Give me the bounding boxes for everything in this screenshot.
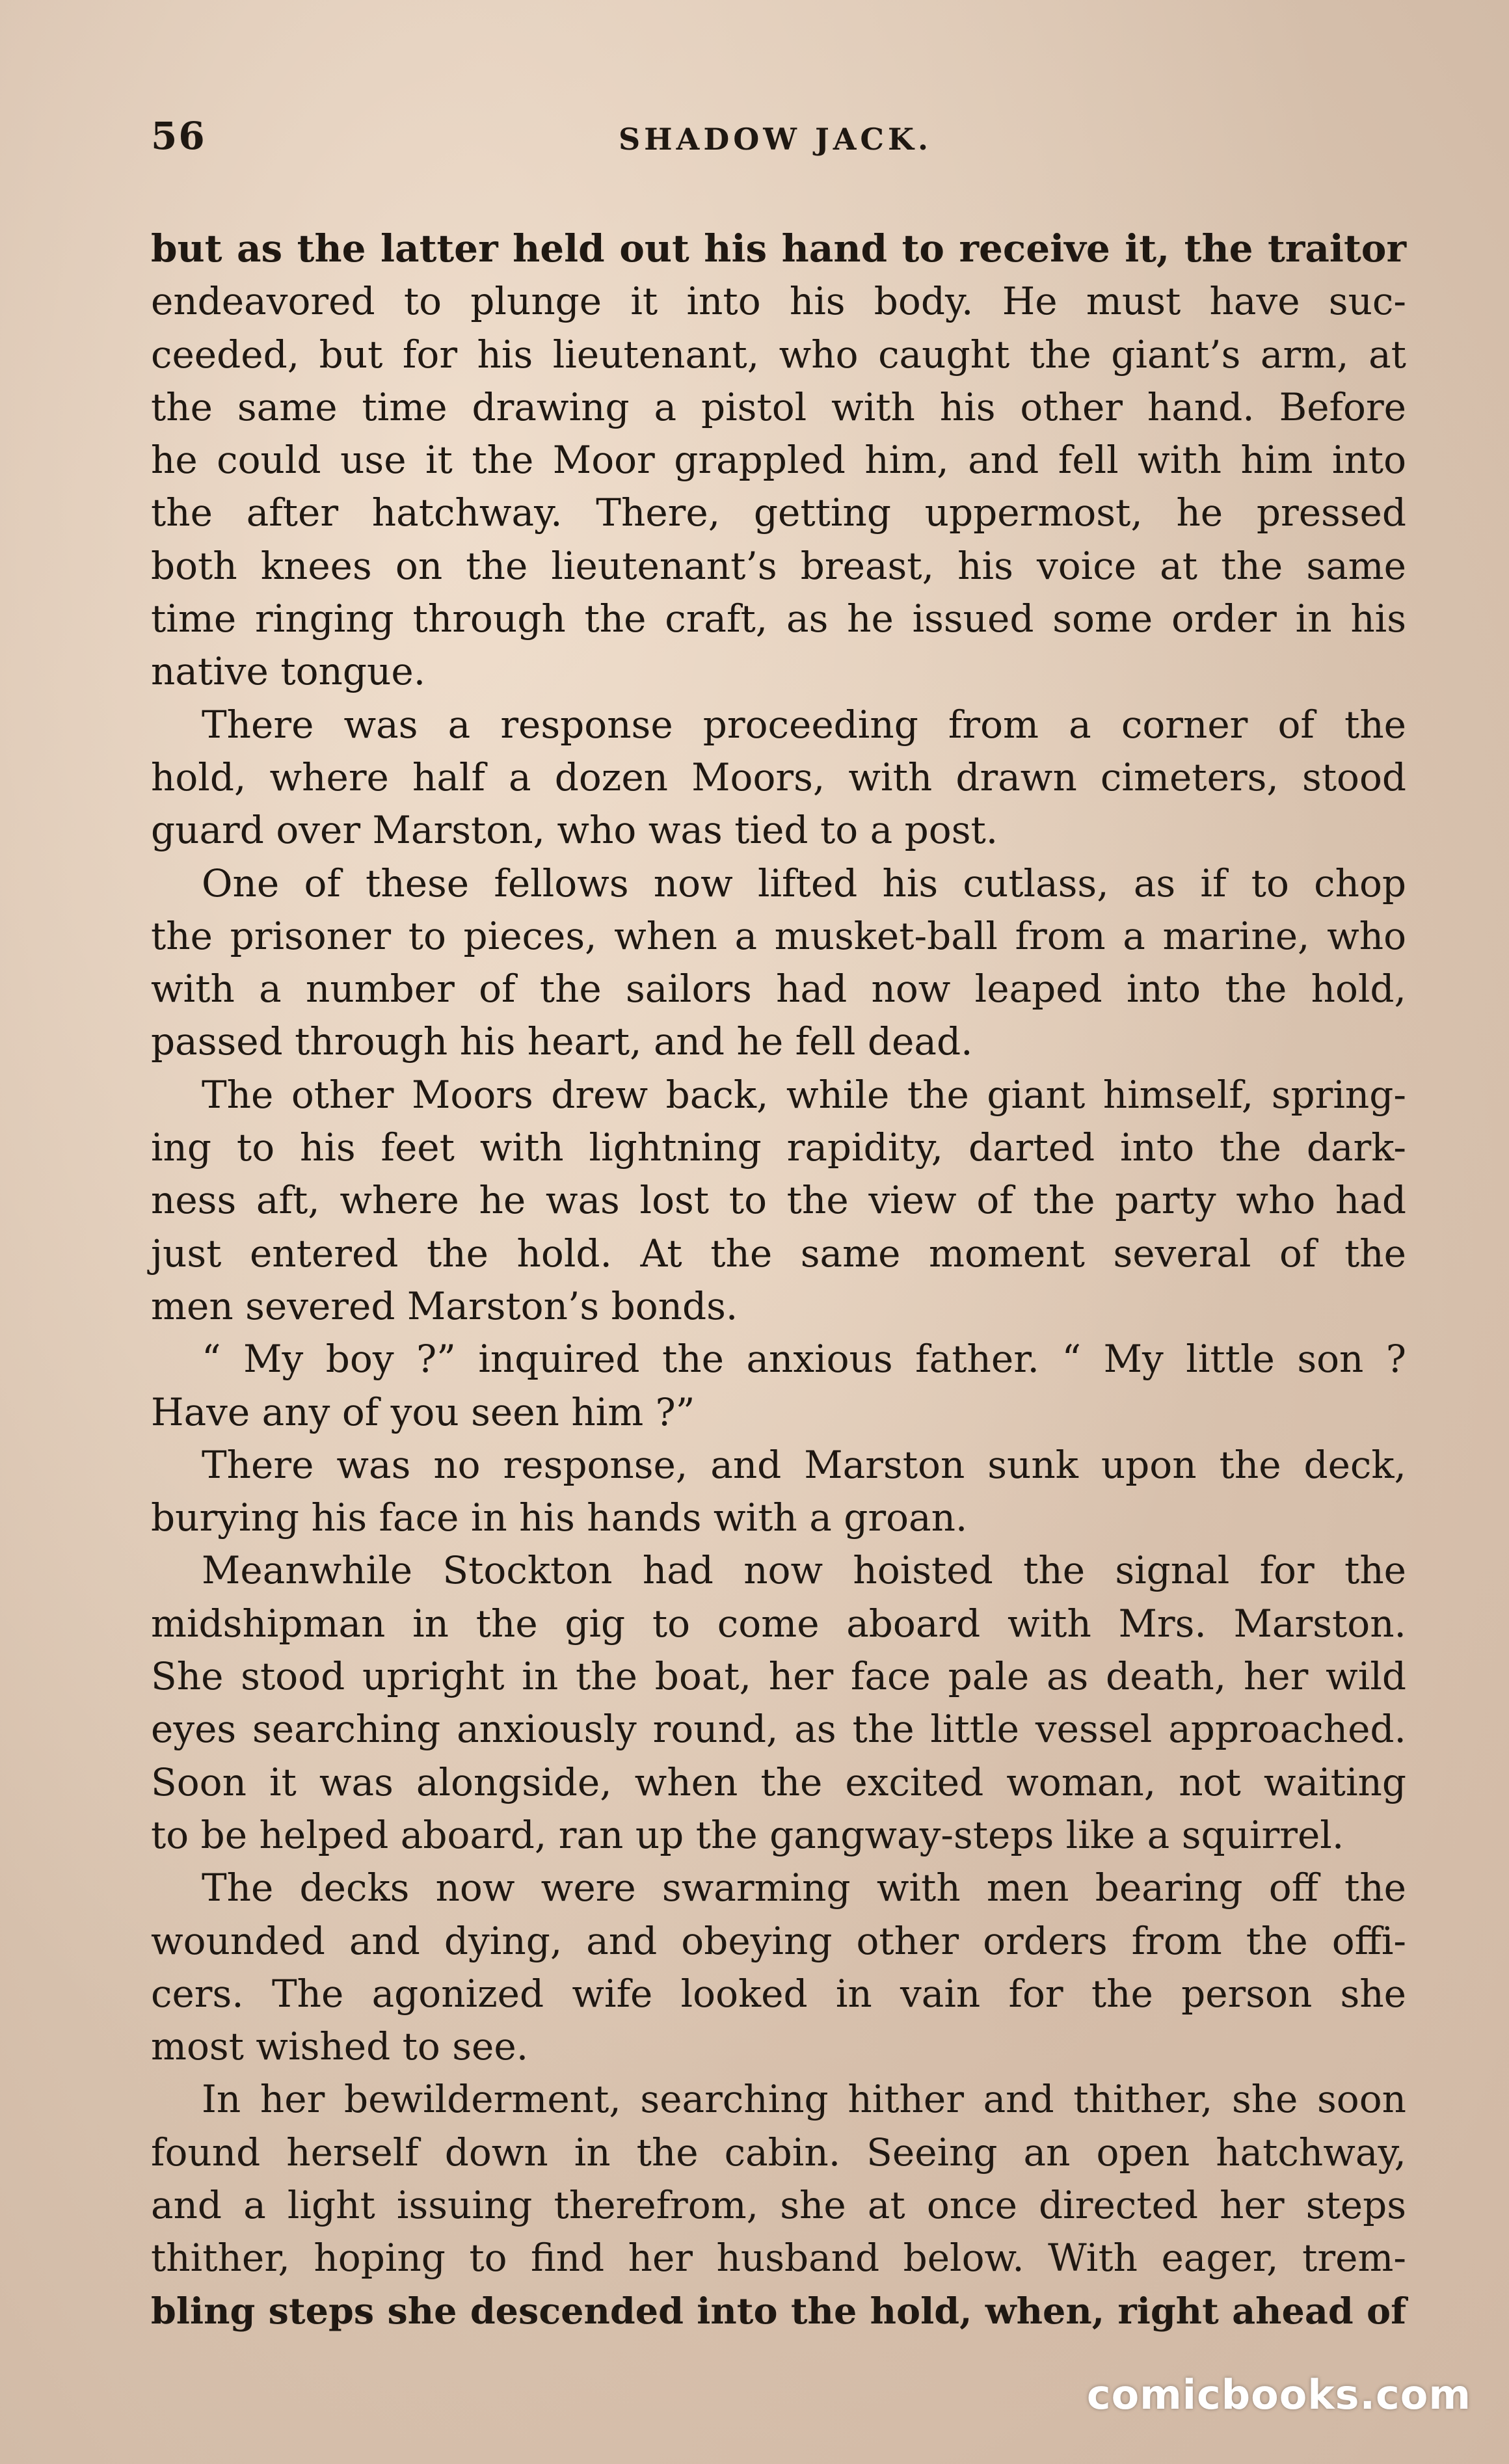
text-line: endeavored to plunge it into his body. He must have suc- (151, 279, 1406, 324)
text-line: bling steps she descended into the hold, when, right ahead of (151, 2290, 1406, 2333)
text-line: both knees on the lieutenant’s breast, his voice at the same (151, 543, 1406, 588)
text-line: midshipman in the gig to come aboard with Mrs. Marston. (151, 1601, 1406, 1646)
text-line: native tongue. (151, 649, 426, 694)
text-line: “ My boy ?” inquired the anxious father. “ My little son ? (202, 1337, 1406, 1382)
text-line: eyes searching anxiously round, as the little vessel approached. (151, 1707, 1406, 1752)
text-line: wounded and dying, and obeying other orders from the offi- (151, 1918, 1406, 1963)
text-line: The other Moors drew back, while the giant himself, spring- (202, 1072, 1406, 1117)
text-line: most wished to see. (151, 2024, 529, 2069)
text-line: and a light issuing therefrom, she at once directed her steps (151, 2182, 1406, 2227)
text-line: Meanwhile Stockton had now hoisted the signal for the (202, 1548, 1406, 1593)
text-line: In her bewilderment, searching hither and thither, she soon (202, 2077, 1406, 2122)
text-line: One of these fellows now lifted his cutlass, as if to chop (202, 861, 1406, 905)
text-line: to be helped aboard, ran up the gangway-steps like a squirrel. (151, 1812, 1344, 1857)
text-line: burying his face in his hands with a groan. (151, 1495, 968, 1540)
text-line: ness aft, where he was lost to the view of the party who had (151, 1178, 1406, 1223)
text-line: ing to his feet with lightning rapidity, darted into the dark- (151, 1125, 1406, 1170)
text-line: hold, where half a dozen Moors, with drawn cimeters, stood (151, 755, 1406, 799)
text-line: She stood upright in the boat, her face pale as death, her wild (151, 1654, 1406, 1699)
text-line: the prisoner to pieces, when a musket-ball from a marine, who (151, 913, 1406, 958)
text-line: the after hatchway. There, getting uppermost, he pressed (151, 490, 1406, 535)
page-number: 56 (151, 114, 206, 158)
text-line: but as the latter held out his hand to receive it, the traitor (151, 226, 1406, 271)
text-line: he could use it the Moor grappled him, and fell with him into (151, 438, 1406, 483)
text-line: guard over Marston, who was tied to a post. (151, 808, 998, 853)
text-line: passed through his heart, and he fell dead. (151, 1019, 973, 1064)
body-text (151, 222, 1406, 2338)
running-title: SHADOW JACK. (618, 122, 933, 157)
text-line: the same time drawing a pistol with his other hand. Before (151, 384, 1406, 429)
text-line: The decks now were swarming with men bearing off the (202, 1866, 1406, 1910)
text-line: time ringing through the craft, as he issued some order in his (151, 596, 1406, 641)
page-header (151, 114, 1400, 176)
text-line: thither, hoping to find her husband below. With eager, trem- (151, 2236, 1406, 2281)
text-line: cers. The agonized wife looked in vain for the person she (151, 1971, 1406, 2016)
text-line: with a number of the sailors had now leaped into the hold, (151, 967, 1406, 1011)
text-line: There was a response proceeding from a corner of the (202, 702, 1406, 747)
text-line: There was no response, and Marston sunk upon the deck, (202, 1442, 1406, 1487)
text-line: Soon it was alongside, when the excited woman, not waiting (151, 1760, 1406, 1804)
text-line: men severed Marston’s bonds. (151, 1283, 738, 1328)
text-line: ceeded, but for his lieutenant, who caught the giant’s arm, at (151, 332, 1406, 377)
text-line: found herself down in the cabin. Seeing an open hatchway, (151, 2130, 1406, 2175)
text-line: just entered the hold. At the same moment several of the (151, 1231, 1406, 1276)
text-line: Have any of you seen him ?” (151, 1389, 695, 1434)
watermark: comicbooks.com (1086, 2371, 1471, 2418)
